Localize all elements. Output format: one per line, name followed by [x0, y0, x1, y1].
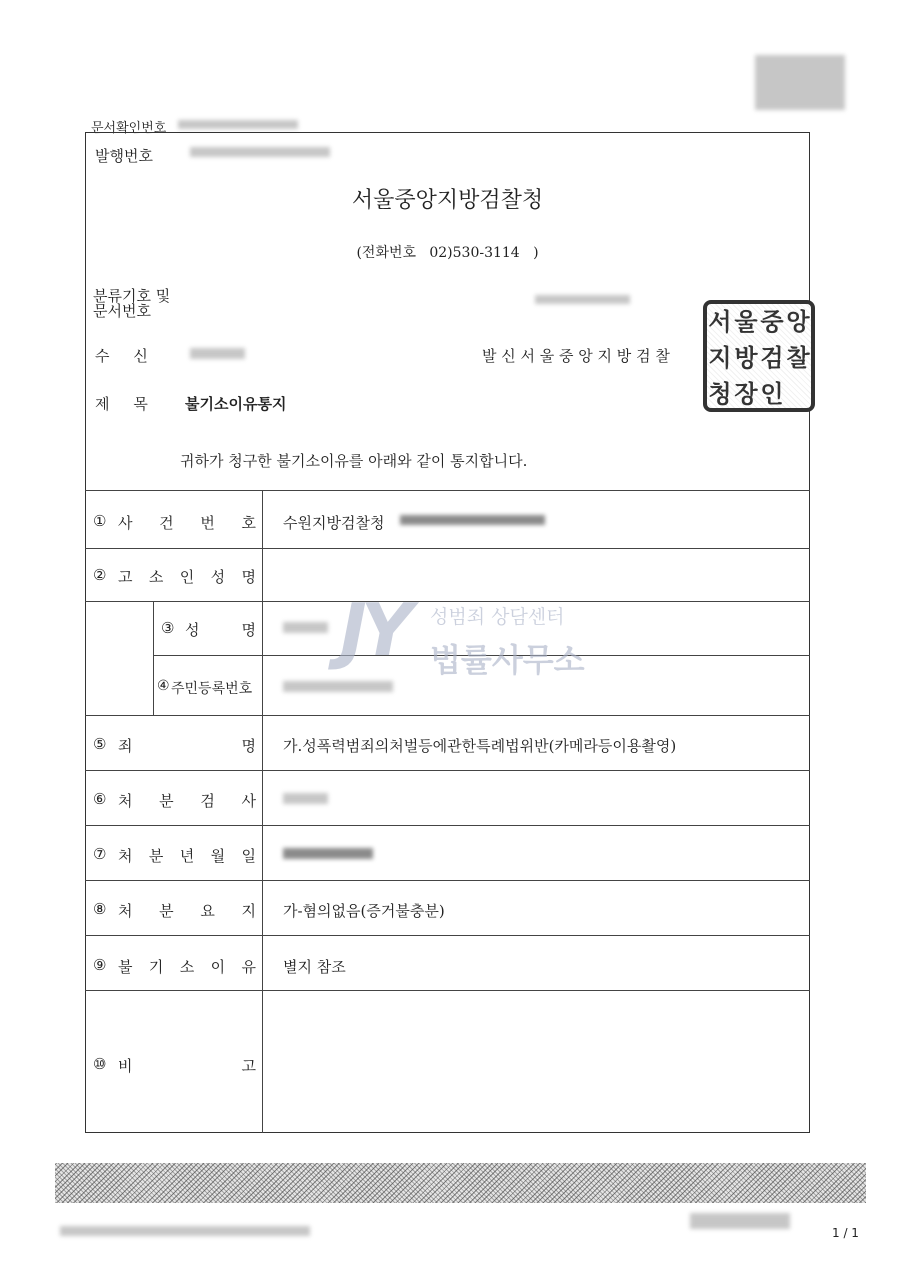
label-char: 번 — [200, 514, 215, 532]
page-indicator: 1 / 1 — [832, 1226, 859, 1240]
stamp-char: 앙 — [786, 307, 810, 336]
label-char: 지 — [241, 902, 256, 920]
doc-confirm-label: 문서확인번호 — [91, 121, 167, 136]
stamp-char: 서 — [708, 307, 732, 336]
redacted-date — [283, 848, 373, 859]
bottom-noise-strip — [55, 1163, 866, 1203]
label-char: 분 — [159, 792, 174, 810]
rrn-num: ④ — [157, 678, 170, 694]
stamp-char — [785, 376, 811, 412]
stamp-char: 인 — [760, 379, 784, 408]
watermark-line2: 법률사무소 — [430, 641, 585, 679]
prosecutor-label — [118, 790, 256, 811]
classification-label-line2: 문서번호 — [93, 302, 151, 320]
stamp-char: 지 — [708, 343, 732, 372]
label-char: 월 — [210, 847, 226, 865]
label-char: 인 — [179, 568, 195, 586]
label-char: 성 — [210, 568, 226, 586]
row-divider — [85, 825, 810, 826]
rrn-label: 주민등록번호 — [171, 681, 253, 697]
classification-label-line1: 분류기호 및 — [93, 287, 171, 305]
redacted-recipient — [190, 348, 245, 359]
column-divider — [153, 601, 154, 715]
remarks-label — [118, 1055, 256, 1076]
subject-value: 불기소이유통지 — [185, 395, 287, 413]
label-char: 비 — [118, 1057, 133, 1075]
reason-value: 별지 참조 — [283, 958, 346, 976]
row-divider — [85, 548, 810, 549]
label-char: 이 — [210, 958, 226, 976]
crime-label — [118, 735, 256, 756]
label-char: 년 — [179, 847, 195, 865]
label-char: 소 — [148, 568, 164, 586]
label-char: 요 — [200, 902, 215, 920]
label-char: 분 — [159, 902, 174, 920]
stamp-char: 중 — [760, 307, 784, 336]
subject-label: 제 목 — [95, 395, 148, 413]
date-label — [118, 845, 256, 866]
label-char: 기 — [148, 958, 164, 976]
label-char: 일 — [241, 847, 256, 865]
label-char: 처 — [118, 902, 133, 920]
phone-line: (전화번호 02)530-3114 ) — [356, 245, 539, 261]
case-number-num: ① — [93, 512, 107, 530]
label-char: 사 — [118, 514, 133, 532]
prosecutor-num: ⑥ — [93, 790, 107, 808]
label-char: 명 — [241, 737, 256, 755]
redacted-name — [283, 622, 328, 633]
office-title: 서울중앙지방검찰청 — [351, 188, 544, 213]
row-divider — [85, 770, 810, 771]
column-divider — [262, 490, 263, 1133]
redacted-confirm-number — [178, 120, 298, 129]
crime-value: 가.성폭력범죄의처벌등에관한특례법위반(카메라등이용촬영) — [283, 737, 677, 755]
stamp-char: 검 — [760, 343, 784, 372]
redacted-prosecutor — [283, 793, 328, 804]
label-char: 검 — [200, 792, 215, 810]
intro-text: 귀하가 청구한 불기소이유를 아래와 같이 통지합니다. — [180, 452, 528, 470]
date-num: ⑦ — [93, 845, 107, 863]
label-char: 유 — [241, 958, 256, 976]
redacted-case-number — [400, 515, 545, 525]
label-char: 호 — [241, 514, 256, 532]
redacted-footer-left — [60, 1226, 310, 1236]
complainant-label — [118, 566, 256, 587]
watermark-line1: 성범죄 상담센터 — [430, 606, 565, 628]
complainant-num: ② — [93, 566, 107, 584]
case-number-value: 수원지방검찰청 — [283, 514, 385, 532]
sender-text: 발 신 서 울 중 앙 지 방 검 찰 — [482, 347, 670, 365]
label-char: 처 — [118, 847, 133, 865]
recipient-label: 수 신 — [95, 347, 148, 365]
reason-num: ⑨ — [93, 956, 107, 974]
row-divider — [85, 935, 810, 936]
classification-label — [93, 289, 170, 319]
label-char: 고 — [241, 1057, 256, 1075]
stamp-char: 울 — [734, 307, 758, 336]
redacted-footer-right — [690, 1213, 790, 1229]
label-char: 불 — [118, 958, 133, 976]
official-seal-stamp — [703, 300, 815, 412]
label-char: 고 — [118, 568, 133, 586]
row-divider — [85, 880, 810, 881]
label-char: 처 — [118, 792, 133, 810]
redacted-rrn — [283, 681, 393, 692]
row-divider — [85, 990, 810, 991]
row-divider — [85, 715, 810, 716]
label-char: 명 — [241, 621, 256, 639]
label-char: 사 — [241, 792, 256, 810]
label-char: 죄 — [118, 737, 133, 755]
summary-num: ⑧ — [93, 900, 107, 918]
case-number-label — [118, 512, 256, 533]
redacted-document-number — [535, 295, 630, 304]
reason-label — [118, 956, 256, 977]
label-char: 소 — [179, 958, 195, 976]
summary-value: 가-혐의없음(증거불충분) — [283, 902, 445, 920]
stamp-char: 장 — [734, 379, 758, 408]
label-char: 분 — [148, 847, 164, 865]
label-char: 명 — [241, 568, 256, 586]
redacted-issue-number — [190, 147, 330, 157]
crime-num: ⑤ — [93, 735, 107, 753]
stamp-char: 방 — [734, 343, 758, 372]
name-label — [185, 619, 256, 640]
stamp-char: 청 — [708, 379, 732, 408]
watermark-logo: JY — [340, 588, 407, 672]
remarks-num: ⑩ — [93, 1055, 107, 1073]
summary-label — [118, 900, 256, 921]
stamp-char: 찰 — [786, 343, 810, 372]
label-char: 건 — [159, 514, 174, 532]
redacted-barcode — [755, 55, 845, 110]
label-char: 성 — [185, 621, 200, 639]
name-num: ③ — [161, 619, 175, 637]
table-top-line — [85, 490, 810, 491]
issue-number-label: 발행번호 — [95, 147, 153, 165]
